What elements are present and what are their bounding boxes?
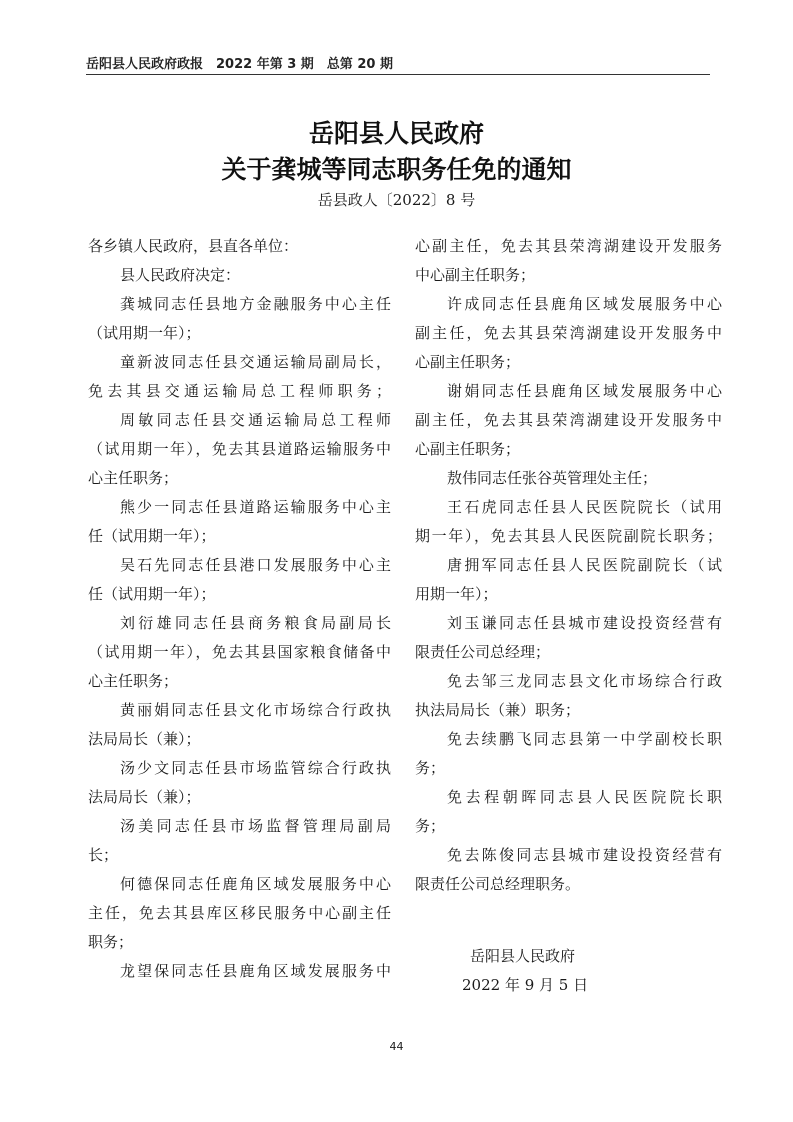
body-line: 主任，免去其县库区移民服务中心副主任 [88,904,391,922]
body-line: 长； [88,846,119,864]
body-line: 刘玉谦同志任县城市建设投资经营有 [447,614,722,632]
body-line: （试用期一年），免去其县道路运输服务中 [88,440,391,458]
body-line: 汤少文同志任县市场监管综合行政执 [120,759,391,777]
body-line: 周敏同志任县交通运输局总工程师 [120,411,391,429]
body-line: 免去续鹏飞同志县第一中学副校长职 [447,730,722,748]
body-line: 龙望保同志任县鹿角区域发展服务中 [120,962,391,980]
body-line: 童新波同志任县交通运输局副局长， [120,353,391,371]
body-line: 黄丽娟同志任县文化市场综合行政执 [120,701,391,719]
body-line: （试用期一年）； [88,324,201,342]
body-line: 执法局局长（兼）职务； [415,701,581,719]
signature-org: 岳阳县人民政府 [470,947,576,965]
document-number: 岳县政人〔2022〕8 号 [317,191,476,209]
body-line: 县人民政府决定： [120,266,241,284]
body-line: 心主任职务； [88,672,179,690]
body-line: 何德保同志任鹿角区域发展服务中心 [120,875,391,893]
body-line: 免去程朝晖同志县人民医院院长职 [447,788,722,806]
body-line: 谢娟同志任县鹿角区域发展服务中心 [447,382,722,400]
body-line: 限责任公司总经理职务。 [415,875,581,893]
body-line: 任（试用期一年）； [88,585,216,603]
body-line: 法局局长（兼）； [88,730,201,748]
body-line: 限责任公司总经理； [415,643,551,661]
body-line: 各乡镇人民政府，县直各单位： [88,237,299,255]
page-number: 44 [389,1040,404,1053]
title-line-1: 岳阳县人民政府 [308,119,484,148]
body-line: 熊少一同志任县道路运输服务中心主 [120,498,391,516]
body-line: 务； [415,817,446,835]
header-rule [86,74,710,75]
body-line: 免去邹三龙同志县文化市场综合行政 [447,672,722,690]
body-line: 心主任职务； [88,469,179,487]
signature-date: 2022 年 9 月 5 日 [462,976,589,994]
body-line: 刘衍雄同志任县商务粮食局副局长 [120,614,391,632]
body-line: 期一年），免去其县人民医院副院长职务； [415,527,722,545]
body-line: 敖伟同志任张谷英管理处主任； [447,469,658,487]
body-line: 心副主任，免去其县荣湾湖建设开发服务 [415,237,722,255]
body-line: 免去其县交通运输局总工程师职务； [88,382,391,400]
body-line: 唐拥军同志任县人民医院副院长（试 [447,556,722,574]
body-line: 许成同志任县鹿角区域发展服务中心 [447,295,722,313]
body-line: 用期一年）； [415,585,498,603]
body-line: 心副主任职务； [415,353,521,371]
body-line: 法局局长（兼）； [88,788,201,806]
body-line: 中心副主任职务； [415,266,536,284]
journal-header: 岳阳县人民政府政报 2022 年第 3 期 总第 20 期 [86,57,393,72]
body-line: 王石虎同志任县人民医院院长（试用 [447,498,722,516]
body-line: 汤美同志任县市场监督管理局副局 [120,817,391,835]
body-line: 副主任，免去其县荣湾湖建设开发服务中 [415,411,722,429]
body-line: 免去陈俊同志县城市建设投资经营有 [447,846,722,864]
body-line: 务； [415,759,446,777]
body-line: 龚城同志任县地方金融服务中心主任 [120,295,391,313]
body-line: （试用期一年），免去其县国家粮食储备中 [88,643,391,661]
body-line: 职务； [88,933,134,951]
body-line: 副主任，免去其县荣湾湖建设开发服务中 [415,324,722,342]
body-line: 吴石先同志任县港口发展服务中心主 [120,556,391,574]
body-line: 任（试用期一年）； [88,527,216,545]
body-line: 心副主任职务； [415,440,521,458]
title-line-2: 关于龚城等同志职务任免的通知 [221,155,572,184]
